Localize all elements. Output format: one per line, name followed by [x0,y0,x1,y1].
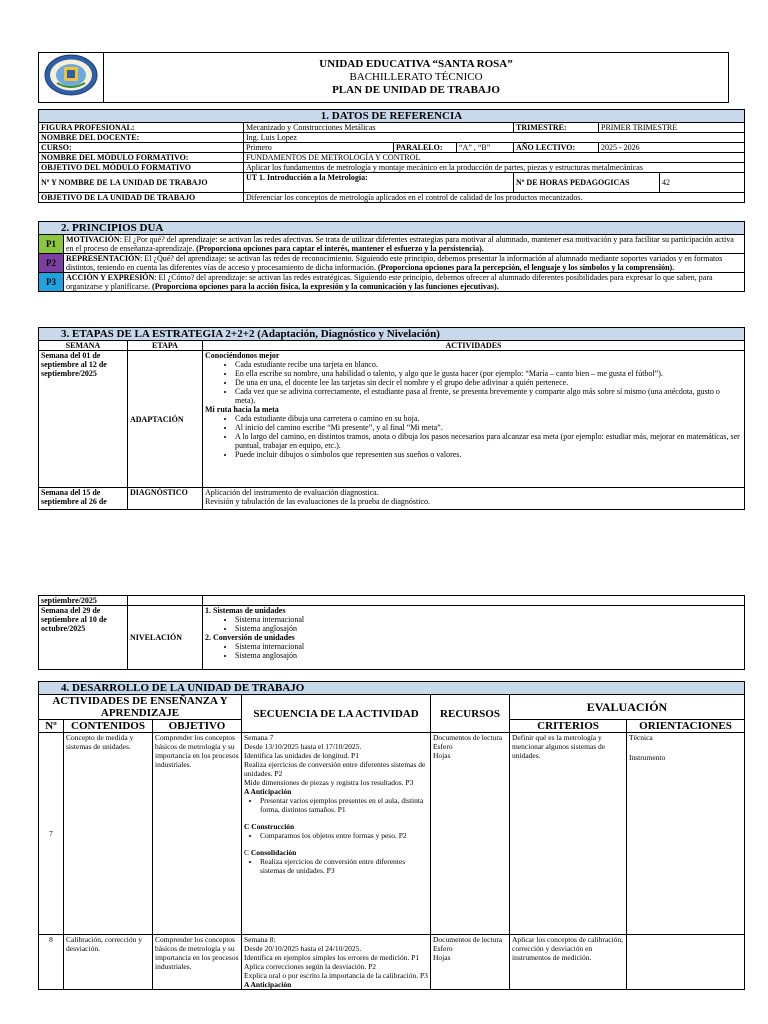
dua-item-representacion [64,254,745,273]
consolidacion-title [244,848,428,857]
secuencia [242,935,431,990]
diagnostico-actividades [203,488,745,510]
recurso-item: Hojas [433,953,451,962]
diagnostico-semana-cont: septiembre/2025 [39,596,128,606]
paralelo-value: “A” , “B” [457,143,514,153]
construccion-list [244,831,428,840]
docente-label: NOMBRE DEL DOCENTE: [39,133,244,143]
unidad-value: UT 1. Introducción a la Metrología: [244,173,514,193]
objetivo-unidad-value: Diferenciar los conceptos de metrología aplicados en el control de calidad de los productos mecanizados. [244,193,745,203]
dua-bold: (Proporciona opciones para la percepción, el lenguaje y los símbolos y la comprensión). [377,263,675,272]
actividad-title: 2. Conversión de unidades [205,633,295,642]
recursos [431,733,510,935]
empty-cell [128,596,203,606]
recurso-item: Esfero [433,742,453,751]
diagnostico-line: Aplicación del instrumento de evaluación diagnostica. [205,488,379,497]
recurso-item: Esfero [433,944,453,953]
contenido: Calibración, corrección y desviación. [64,935,153,990]
recurso-item: Hojas [433,751,451,760]
dua-text: : El ¿Por qué? del aprendizaje: se activan las redes afectivas. Se trata de utilizar diferentes estrategias para motivar al alumnado, mantener esa motivación y para facilitar su participación activa en el proceso de enseñanza-aprendizaje. [66,235,734,253]
actividad-title: Conociéndonos mejor [205,351,280,360]
adaptacion-actividades [203,351,745,488]
header-secuencia: SECUENCIA DE LA ACTIVIDAD [242,695,431,733]
row-number: 8 [39,935,64,990]
trimestre-value: PRIMER TRIMESTRE [599,123,745,133]
secuencia [242,733,431,935]
nivelacion-etapa: NIVELACIÓN [128,606,203,670]
orientacion-tecnica: Técnica [629,733,653,742]
seq-line: Desde 13/10/2025 hasta el 17/10/2025. [244,742,362,751]
list-item: • A lo largo del camino, en distintos tramos, anota o dibuja los pasos necesarios para alcanzar esa meta (por ejemplo: estudiar más, mejorar en matemáticas, ser puntual, trabajar en equipo, etc.). [235,432,742,450]
figura-value: Mecanizado y Construcciones Metálicas [244,123,514,133]
objetivo: Comprender los conceptos básicos de metrología y su importancia en los procesos industriales. [153,733,242,935]
logo-cell [39,53,104,103]
table-row [39,733,745,935]
modulo-label: NOMBRE DEL MÓDULO FORMATIVO: [39,153,244,163]
dua-item-accion [64,273,745,292]
list-item: • De una en una, el docente lee las tarjetas sin decir el nombre y el grupo debe adivinar a quién pertenece. [235,378,742,387]
dua-tag-p1: P1 [39,235,64,254]
header-criterios: CRITERIOS [510,720,627,733]
anio-value: 2025 - 2026 [599,143,745,153]
dua-text: : El ¿Qué? del aprendizaje: se activan las redes de reconocimiento. Siguiendo este principio, debemos presentar la información al alumnado mediante soportes variados y en formatos distintos, teniendo en cuenta las diferentes vías de acceso y procesamiento de dicha información. [66,254,723,272]
table-row [39,935,745,990]
section-title-dua: 2. PRINCIPIOS DUA [39,222,745,235]
curso-value: Primero [244,143,394,153]
objetivo: Comprender los conceptos básicos de metrología y su importancia en los procesos industriales. [153,935,242,990]
principios-dua-table [38,221,745,292]
list-item: • Sistema internacional [235,642,742,651]
section-title-desarrollo: 4. DESARROLLO DE LA UNIDAD DE TRABAJO [39,682,745,695]
datos-referencia-table [38,109,745,203]
school-seal-logo [43,53,99,97]
etapas-table [38,327,745,510]
objetivo-unidad-label: OBJETIVO DE LA UNIDAD DE TRABAJO [39,193,244,203]
anio-label: AÑO LECTIVO: [514,143,599,153]
actividad-list [205,642,742,660]
list-item: • Puede incluir dibujos o símbolos que representen sus sueños o valores. [235,450,742,459]
header-recursos: RECURSOS [431,695,510,733]
seq-line: Explica oral o por escrito la importancia de la calibración. P3 [244,971,428,980]
modulo-value: FUNDAMENTOS DE METROLOGÍA Y CONTROL [244,153,745,163]
dua-bold: (Proporciona opciones para captar el interés, mantener el esfuerzo y la persistencia). [196,244,484,253]
adaptacion-semana: Semana del 01 de septiembre al 12 de septiembre/2025 [39,351,128,488]
school-program: BACHILLERATO TÉCNICO [349,71,483,83]
diagnostico-etapa: DIAGNÓSTICO [128,488,203,510]
list-item: • Sistema anglosajón [235,624,742,633]
header-orientaciones: ORIENTACIONES [627,720,745,733]
recurso-item: Documentos de lectura [433,733,503,742]
nivelacion-actividades [203,606,745,670]
header-evaluacion: EVALUACIÓN [510,695,745,720]
list-item: • Al inicio del camino escribe “Mi presente”, y al final “Mi meta”. [235,423,742,432]
dua-name: MOTIVACIÓN [66,235,120,244]
dua-name: REPRESENTACIÓN [66,254,141,263]
unidad-label: Nº Y NOMBRE DE LA UNIDAD DE TRABAJO [39,173,244,193]
figura-label: FIGURA PROFESIONAL: [39,123,244,133]
list-item: • Presentar varios ejemplos presentes en el aula, distinta forma, distintos tamaños. P1 [260,796,428,814]
orientaciones [627,733,745,935]
header-titles [104,53,729,103]
recurso-item: Documentos de lectura [433,935,503,944]
etapas-continuation-table [38,595,745,670]
criterio: Definir qué es la metrología y mencionar algunos sistemas de unidades. [510,733,627,935]
dua-tag-p3: P3 [39,273,64,292]
dua-bold: (Proporciona opciones para la acción física, la expresión y la comunicación y las funciones ejecutivas). [152,282,499,291]
paralelo-label: PARALELO: [394,143,457,153]
horas-label: Nº DE HORAS PEDAGOGICAS [514,173,660,193]
seq-line: Semana 8: [244,935,276,944]
header-no: Nº [39,720,64,733]
seq-line: Identifica las unidades de longitud. P1 [244,751,359,760]
header-objetivo: OBJETIVO [153,720,242,733]
list-item: • Cada estudiante recibe una tarjeta en blanco. [235,360,742,369]
horas-value: 42 [660,173,745,193]
empty-cell [203,596,745,606]
header-actividades: ACTIVIDADES DE ENSEÑANZA Y APRENDIZAJE [39,695,242,720]
header-table [38,52,729,103]
col-etapa: ETAPA [128,341,203,351]
section-title-etapas: 3. ETAPAS DE LA ESTRATEGIA 2+2+2 (Adaptación, Diagnóstico y Nivelación) [39,328,745,341]
list-item: • Cada vez que se adivina correctamente, el estudiante pasa al frente, se presenta brevemente y comparte algo más sobre sí mismo (una anécdota, gusto o meta). [235,387,742,405]
list-item: • Cada estudiante dibuja una carretera o camino en su hoja. [235,414,742,423]
anticipacion-list [244,796,428,814]
trimestre-label: TRIMESTRE: [514,123,599,133]
seq-line: Identifica en ejemplos simples los errores de medición. P1 [244,953,420,962]
curso-label: CURSO: [39,143,244,153]
objetivo-modulo-label: OBJETIVO DEL MÓDULO FORMATIVO [39,163,244,173]
col-semana: SEMANA [39,341,128,351]
school-name: UNIDAD EDUCATIVA “SANTA ROSA” [319,58,513,70]
seq-line: Desde 20/10/2025 hasta el 24/10/2025. [244,944,362,953]
orientaciones [627,935,745,990]
dua-name: ACCIÓN Y EXPRESIÓN [66,273,155,282]
objetivo-modulo-value: Aplicar los fundamentos de metrología y montaje mecánico en la producción de partes, piezas y estructuras metalmecánicas [244,163,745,173]
criterio: Aplicar los conceptos de calibración, corrección y desviación en instrumentos de medición. [510,935,627,990]
docente-value: Ing. Luis Lopez [244,133,745,143]
actividad-list [205,360,742,405]
list-item: • Sistema internacional [235,615,742,624]
list-item: • Sistema anglosajón [235,651,742,660]
list-item: • En ella escribe su nombre, una habilidad o talento, y algo que le gusta hacer (por ejemplo: “María – canto bien – me gusta el fútbol”). [235,369,742,378]
seq-line: Aplica correcciones según la desviación. P2 [244,962,377,971]
dua-item-motivacion [64,235,745,254]
recursos [431,935,510,990]
actividad-list [205,615,742,633]
construccion-title: C Construcción [244,822,295,831]
seq-line: Realiza ejercicios de conversión entre diferentes sistemas de unidades. P2 [244,760,426,778]
col-actividades: ACTIVIDADES [203,341,745,351]
row-number: 7 [39,733,64,935]
list-item: • Comparamos los objetos entre formas y peso. P2 [260,831,428,840]
consolidacion-list [244,857,428,875]
desarrollo-table [38,681,745,990]
actividad-title: 1. Sistemas de unidades [205,606,286,615]
diagnostico-semana: Semana del 15 de septiembre al 26 de [39,488,128,510]
anticipacion-title: A Anticipación [244,787,292,796]
seq-line: Mide dimensiones de piezas y registra los resultados. P3 [244,778,414,787]
adaptacion-etapa: ADAPTACIÓN [128,351,203,488]
contenido: Concepto de medida y sistemas de unidades. [64,733,153,935]
consolidacion-label: Consolidación [250,848,297,857]
seq-line: Semana 7 [244,733,274,742]
consolidacion-prefix: C [244,848,251,857]
diagnostico-line: Revisión y tabulación de las evaluaciones de la prueba de diagnóstico. [205,497,431,506]
document-title: PLAN DE UNIDAD DE TRABAJO [332,84,500,96]
actividad-list [205,414,742,459]
orientacion-instrumento: Instrumento [629,753,666,762]
dua-text: : El ¿Cómo? del aprendizaje: se activan las redes estratégicas. Siguiendo este principio, debemos ofrecer al alumnado diferentes posibilidades para expresar lo que saben, para organizarse y planificarse. [66,273,713,291]
dua-tag-p2: P2 [39,254,64,273]
list-item: • Realiza ejercicios de conversión entre diferentes sistemas de unidades. P3 [260,857,428,875]
section-title-datos: 1. DATOS DE REFERENCIA [39,110,745,123]
nivelacion-semana: Semana del 29 de septiembre al 10 de octubre/2025 [39,606,128,670]
anticipacion-title: A Anticipación [244,980,292,989]
header-contenidos: CONTENIDOS [64,720,153,733]
actividad-title: Mi ruta hacia la meta [205,405,279,414]
